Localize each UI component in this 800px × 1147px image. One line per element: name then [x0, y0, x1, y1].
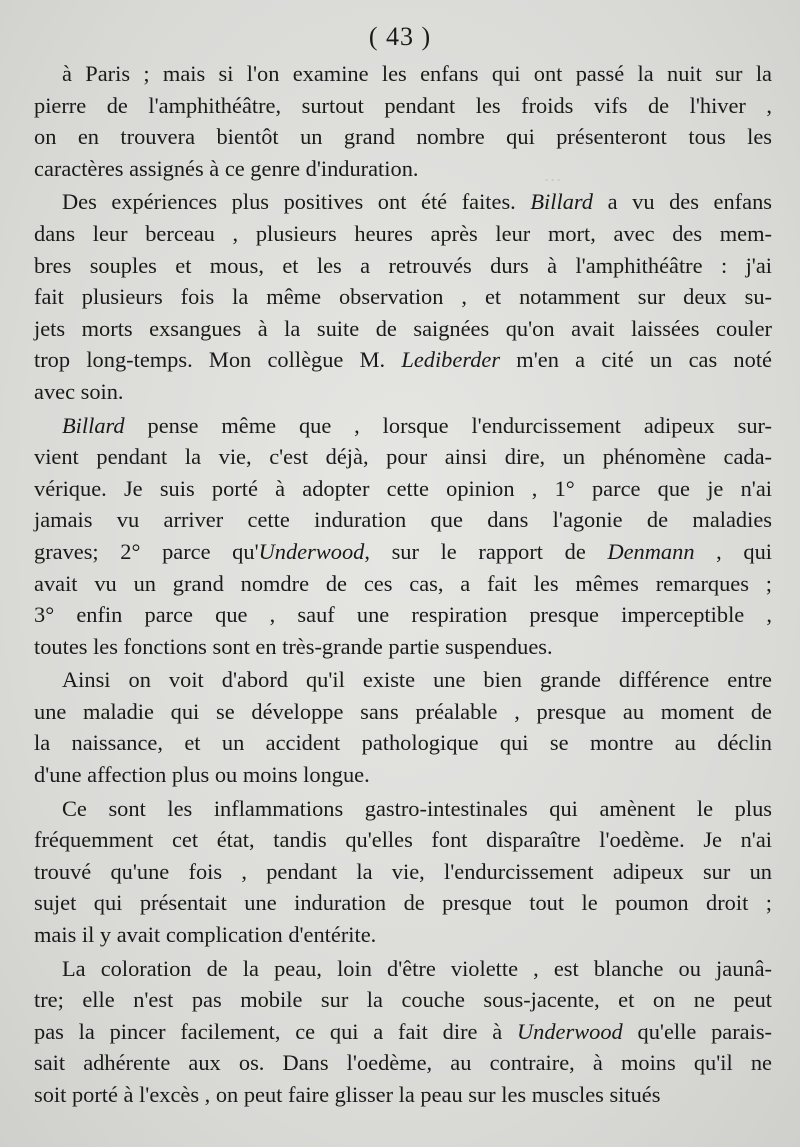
- text-line: La coloration de la peau, loin d'être violette , est blanche ou jaunâ-: [62, 955, 772, 981]
- paragraph: [34, 664, 772, 790]
- text-line: vérique. Je suis porté à adopter cette opinion , 1° parce que je n'ai: [34, 475, 772, 501]
- text-line: avait vu un grand nomdre de ces cas, a fait les mêmes remarques ;: [34, 570, 772, 596]
- paragraph: [34, 793, 772, 951]
- bleed-through-text: …: [545, 165, 562, 185]
- text-line: à Paris ; mais si l'on examine les enfans qui ont passé la nuit sur la: [62, 61, 772, 86]
- text-line: la naissance, et un accident pathologique qui se montre au déclin: [34, 730, 772, 756]
- person-name: Lediberder: [401, 347, 501, 373]
- text-line: vient pendant la vie, c'est déjà, pour ainsi dire, un phénomène cada-: [34, 444, 772, 470]
- text-line: fréquemment cet état, tandis qu'elles font disparaître l'oedème. Je n'ai: [34, 827, 772, 853]
- text-line: trop long-temps. Mon collègue M. Lediberder m'en a cité un cas noté: [34, 347, 772, 373]
- person-name: Underwood: [517, 1018, 623, 1044]
- text-line: trouvé qu'une fois , pendant la vie, l'endurcissement adipeux sur un: [34, 858, 772, 884]
- text-line: bres souples et mous, et les a retrouvés durs à l'amphithéâtre : j'ai: [34, 252, 772, 278]
- person-name: Underwood: [258, 538, 365, 564]
- person-name: Denmann: [607, 538, 695, 564]
- text-line: d'une affection plus ou moins longue.: [34, 762, 370, 788]
- text-line: dans leur berceau , plusieurs heures après leur mort, avec des mem-: [34, 220, 772, 246]
- text-line: Des expériences plus positives ont été faites. Billard a vu des enfans: [62, 189, 772, 215]
- paragraph: [34, 410, 772, 663]
- text-line: une maladie qui se développe sans préalable , presque au moment de: [34, 698, 772, 724]
- paragraph: [34, 953, 772, 1111]
- paragraph: [34, 186, 772, 407]
- text-line: Ainsi on voit d'abord qu'il existe une bien grande différence entre: [62, 667, 772, 693]
- text-line: 3° enfin parce que , sauf une respiration presque imperceptible ,: [34, 602, 772, 628]
- text-line: sujet qui présentait une induration de presque tout le poumon droit ;: [34, 890, 772, 916]
- text-line: sait adhérente aux os. Dans l'oedème, au contraire, à moins qu'il ne: [34, 1050, 772, 1076]
- text-line: Billard pense même que , lorsque l'endurcissement adipeux sur-: [62, 412, 772, 438]
- page-number: ( 43 ): [368, 22, 432, 51]
- person-name: Billard: [530, 189, 593, 215]
- text-line: on en trouvera bientôt un grand nombre qui présenteront tous les: [34, 124, 772, 150]
- text-line: mais il y avait complication d'entérite.: [34, 922, 377, 948]
- person-name: Billard: [62, 412, 125, 438]
- text-line: caractères assignés à ce genre d'induration.: [34, 155, 419, 181]
- text-line: avec soin.: [34, 378, 124, 404]
- text-line: graves; 2° parce qu'Underwood, sur le rapport de Denmann , qui: [34, 538, 772, 564]
- paragraph: [34, 58, 772, 184]
- body-text: [34, 58, 772, 1111]
- text-line: fait plusieurs fois la même observation , et notamment sur deux su-: [34, 284, 772, 310]
- text-line: tre; elle n'est pas mobile sur la couche sous-jacente, et on ne peut: [34, 987, 772, 1013]
- text-line: pierre de l'amphithéâtre, surtout pendant les froids vifs de l'hiver ,: [34, 92, 772, 118]
- text-line: jamais vu arriver cette induration que dans l'agonie de maladies: [34, 507, 772, 533]
- text-line: Ce sont les inflammations gastro-intestinales qui amènent le plus: [62, 795, 772, 821]
- text-line: toutes les fonctions sont en très-grande partie suspendues.: [34, 633, 553, 659]
- text-line: pas la pincer facilement, ce qui a fait dire à Underwood qu'elle parais-: [34, 1018, 772, 1044]
- text-line: jets morts exsangues à la suite de saignées qu'on avait laissées couler: [34, 315, 772, 341]
- text-line: soit porté à l'excès , on peut faire glisser la peau sur les muscles situés: [34, 1082, 661, 1107]
